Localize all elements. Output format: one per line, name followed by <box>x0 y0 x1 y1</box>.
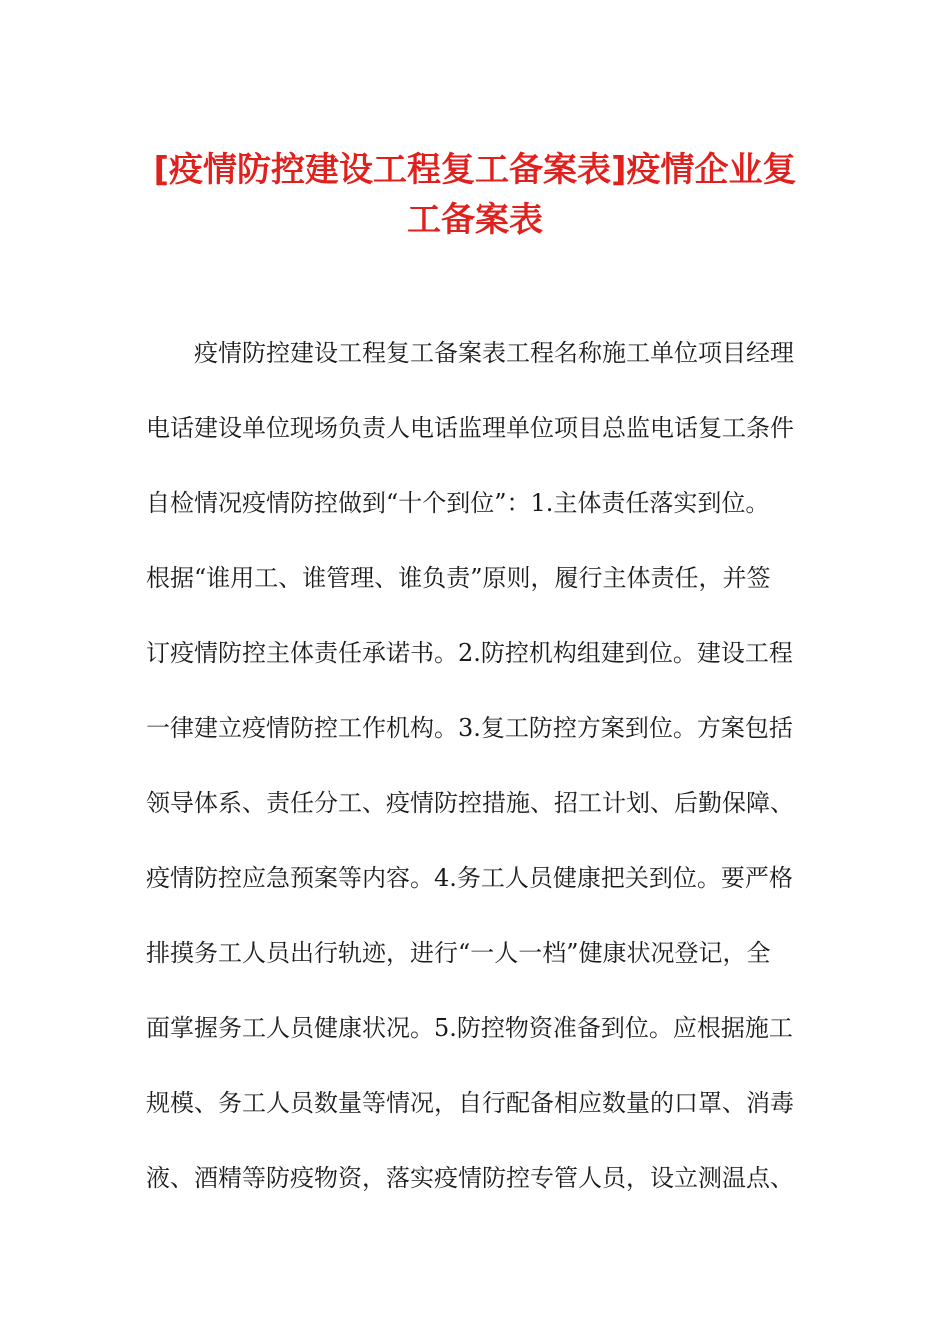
body-line-6: 一律建立疫情防控工作机构。3.复工防控方案到位。方案包括 <box>146 714 793 742</box>
body-line-9: 排摸务工人员出行轨迹，进行“一人一档”健康状况登记，全 <box>146 939 771 967</box>
body-line-4: 根据“谁用工、谁管理、谁负责”原则，履行主体责任，并签 <box>146 564 771 592</box>
body-line-12: 液、酒精等防疫物资，落实疫情防控专管人员，设立测温点、 <box>146 1164 794 1192</box>
body-line-5: 订疫情防控主体责任承诺书。2.防控机构组建到位。建设工程 <box>146 639 793 667</box>
document-body <box>146 328 806 1228</box>
document-title-line-2: 工备案表 <box>407 200 543 240</box>
body-line-10: 面掌握务工人员健康状况。5.防控物资准备到位。应根据施工 <box>146 1014 793 1042</box>
body-line-7: 领导体系、责任分工、疫情防控措施、招工计划、后勤保障、 <box>146 789 794 817</box>
body-line-1: 疫情防控建设工程复工备案表工程名称施工单位项目经理 <box>194 339 794 367</box>
document-title <box>140 145 810 245</box>
body-line-8: 疫情防控应急预案等内容。4.务工人员健康把关到位。要严格 <box>146 864 793 892</box>
body-line-3: 自检情况疫情防控做到“十个到位”：1.主体责任落实到位。 <box>146 489 770 517</box>
document-title-line-1: [疫情防控建设工程复工备案表]疫情企业复 <box>153 150 797 190</box>
body-line-11: 规模、务工人员数量等情况，自行配备相应数量的口罩、消毒 <box>146 1089 794 1117</box>
body-line-2: 电话建设单位现场负责人电话监理单位项目总监电话复工条件 <box>146 414 794 442</box>
